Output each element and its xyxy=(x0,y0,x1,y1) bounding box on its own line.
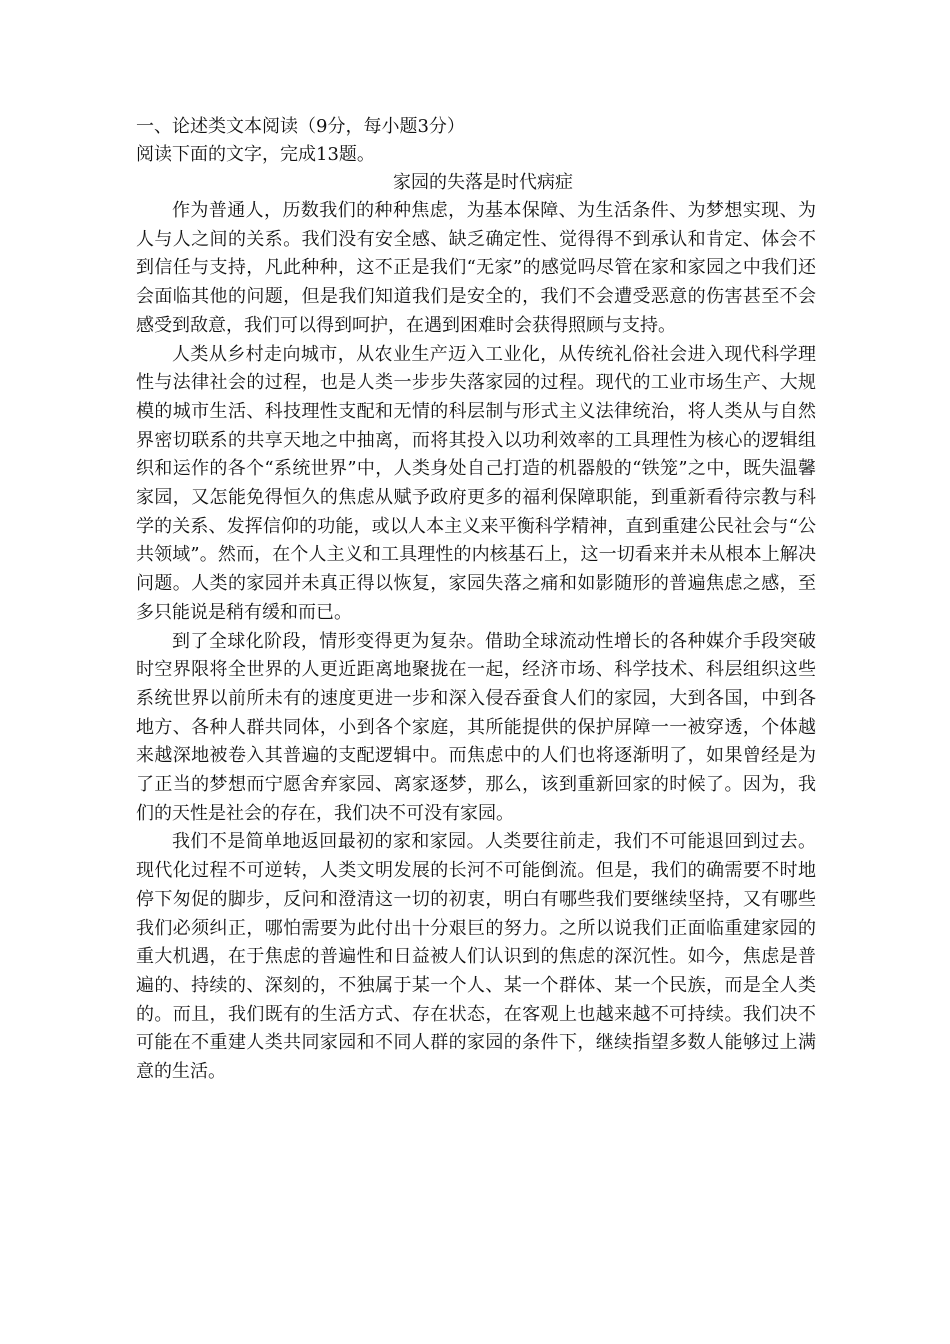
document-page xyxy=(136,113,816,1087)
instruction-text: 阅读下面的文字，完成13题。 xyxy=(136,144,375,165)
article-paragraph-1: 作为普通人，历数我们的种种焦虑，为基本保障、为生活条件、为梦想实现、为人与人之间的关系。我们没有安全感、缺乏确定性、觉得得不到承认和肯定、体会不到信任与支持，凡此种种，这不正是我们“无家”的感觉吗尽管在家和家园之中我们还会面临其他的问题，但是我们知道我们是安全的，我们不会遭受恶意的伤害甚至不会感受到敌意，我们可以得到呵护，在遇到困难时会获得照顾与支持。 xyxy=(136,200,816,336)
section-heading: 一、论述类文本阅读（9分，每小题3分） xyxy=(136,116,465,137)
article-title: 家园的失落是时代病症 xyxy=(393,172,573,193)
article-paragraph-2: 人类从乡村走向城市，从农业生产迈入工业化，从传统礼俗社会进入现代科学理性与法律社会的过程，也是人类一步步失落家园的过程。现代的工业市场生产、大规模的城市生活、科技理性支配和无情的科层制与形式主义法律统治，将人类从与自然界密切联系的共享天地之中抽离，而将其投入以功利效率的工具理性为核心的逻辑组织和运作的各个“系统世界”中，人类身处自己打造的机器般的“铁笼”之中，既失温馨家园，又怎能免得恒久的焦虑从赋予政府更多的福利保障职能，到重新看待宗教与科学的关系、发挥信仰的功能，或以人本主义来平衡科学精神，直到重建公民社会与“公共领域”。然而，在个人主义和工具理性的内核基石上，这一切看来并未从根本上解决问题。人类的家园并未真正得以恢复，家园失落之痛和如影随形的普遍焦虑之感，至多只能说是稍有缓和而已。 xyxy=(136,343,816,623)
article-paragraph-4: 我们不是简单地返回最初的家和家园。人类要往前走，我们不可能退回到过去。现代化过程不可逆转，人类文明发展的长河不可能倒流。但是，我们的确需要不时地停下匆促的脚步，反问和澄清这一切的初衷，明白有哪些我们要继续坚持，又有哪些我们必须纠正，哪怕需要为此付出十分艰巨的努力。之所以说我们正面临重建家园的重大机遇，在于焦虑的普遍性和日益被人们认识到的焦虑的深沉性。如今，焦虑是普遍的、持续的、深刻的，不独属于某一个人、某一个群体、某一个民族，而是全人类的。而且，我们既有的生活方式、存在状态，在客观上也越来越不可持续。我们决不可能在不重建人类共同家园和不同人群的家园的条件下，继续指望多数人能够过上满意的生活。 xyxy=(136,831,816,1083)
article-paragraph-3: 到了全球化阶段，情形变得更为复杂。借助全球流动性增长的各种媒介手段突破时空界限将全世界的人更近距离地聚拢在一起，经济市场、科学技术、科层组织这些系统世界以前所未有的速度更进一步和深入侵吞蚕食人们的家园，大到各国，中到各地方、各种人群共同体，小到各个家庭，其所能提供的保护屏障一一被穿透，个体越来越深地被卷入其普遍的支配逻辑中。而焦虑中的人们也将逐渐明了，如果曾经是为了正当的梦想而宁愿舍弃家园、离家逐梦，那么，该到重新回家的时候了。因为，我们的天性是社会的存在，我们决不可没有家园。 xyxy=(136,630,816,824)
